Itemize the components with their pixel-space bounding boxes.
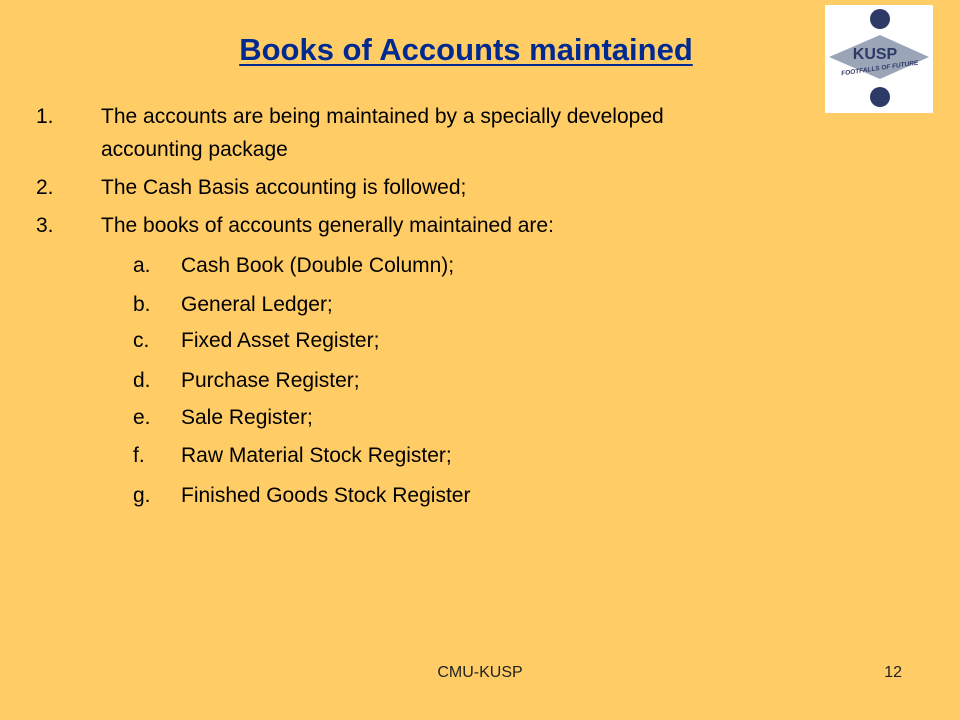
sub-list-text: Fixed Asset Register; <box>181 329 380 352</box>
sub-list-text: General Ledger; <box>181 293 333 316</box>
sub-list-letter: d. <box>133 369 151 392</box>
sub-list-text: Raw Material Stock Register; <box>181 444 452 467</box>
footer-label: CMU-KUSP <box>437 664 523 681</box>
sub-list-letter: e. <box>133 406 151 429</box>
list-text: The books of accounts generally maintained are: <box>101 214 554 237</box>
sub-list-letter: g. <box>133 484 151 507</box>
list-text-continued: accounting package <box>101 138 288 161</box>
sub-list-letter: a. <box>133 254 151 277</box>
sub-list-text: Purchase Register; <box>181 369 360 392</box>
list-text: The accounts are being maintained by a specially developed <box>101 105 664 128</box>
sub-list-text: Sale Register; <box>181 406 313 429</box>
logo-tagline: FOOTFALLS OF FUTURE <box>840 59 919 78</box>
sub-list-text: Finished Goods Stock Register <box>181 484 471 507</box>
slide-title: Books of Accounts maintained <box>239 32 693 67</box>
sub-list-text: Cash Book (Double Column); <box>181 254 455 277</box>
list-text: The Cash Basis accounting is followed; <box>101 176 467 199</box>
list-number: 2. <box>36 176 54 199</box>
list-number: 3. <box>36 214 54 237</box>
kusp-logo-graphic <box>825 5 933 113</box>
list-number: 1. <box>36 105 54 128</box>
sub-list-letter: c. <box>133 329 150 352</box>
sub-list-letter: f. <box>133 444 145 467</box>
sub-list-letter: b. <box>133 293 151 316</box>
kusp-logo <box>825 5 933 113</box>
logo-text: KUSP <box>852 46 898 63</box>
slide-number: 12 <box>884 664 902 681</box>
